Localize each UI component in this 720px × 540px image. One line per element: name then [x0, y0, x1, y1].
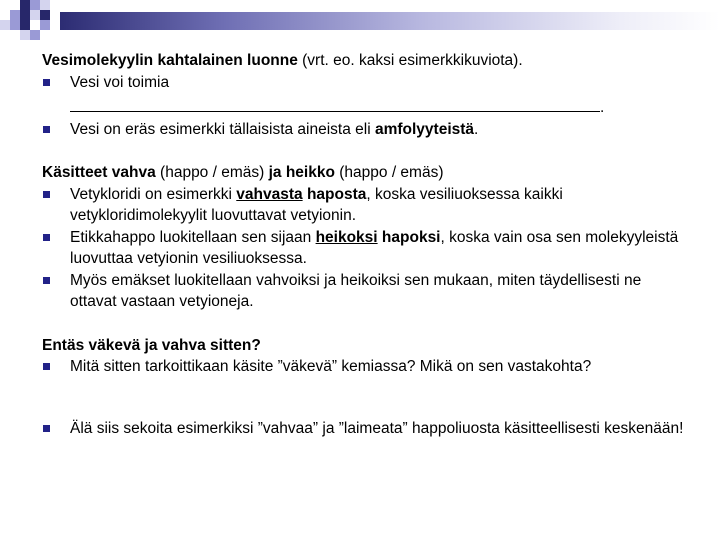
- bullet-vakeva-question: Mitä sitten tarkoittikaan käsite ”väkevä” kemiassa? Mikä on sen vastakohta?: [42, 356, 692, 378]
- bullet-emakset: Myös emäkset luokitellaan vahvoiksi ja heikoiksi sen mukaan, miten täydellisesti ne ottavat vastaan vetyioneja.: [42, 270, 692, 313]
- bullet-amfolyytti: Vesi on eräs esimerkki tällaisista aineista eli amfolyyteistä.: [42, 119, 692, 141]
- section2-heading: Käsitteet vahva (happo / emäs) ja heikko (happo / emäs): [42, 164, 444, 181]
- section1-heading: Vesimolekyylin kahtalainen luonne (vrt. eo. kaksi esimerkkikuviota).: [42, 52, 523, 69]
- bullet-etikkahappo: Etikkahappo luokitellaan sen sijaan heikoksi hapoksi, koska vain osa sen molekyyleistä luovuttaa vetyionin vesiliuoksessa.: [42, 227, 692, 270]
- bullet-vetykloridi: Vetykloridi on esimerkki vahvasta haposta, koska vesiliuoksessa kaikki vetykloridimolekyylit luovuttavat vetyionin.: [42, 184, 692, 227]
- bullet-ala-sekoita: Älä siis sekoita esimerkiksi ”vahvaa” ja ”laimeata” happoliuosta käsitteellisesti keskenään!: [42, 418, 692, 440]
- fill-in-blank-line: [70, 99, 600, 112]
- slide-content: [42, 50, 692, 439]
- bullet-water-can-act: Vesi voi toimia .: [42, 72, 692, 119]
- section3-heading: Entäs väkevä ja vahva sitten?: [42, 336, 261, 354]
- header-decoration: [0, 0, 720, 40]
- header-gradient-bar: [60, 12, 720, 30]
